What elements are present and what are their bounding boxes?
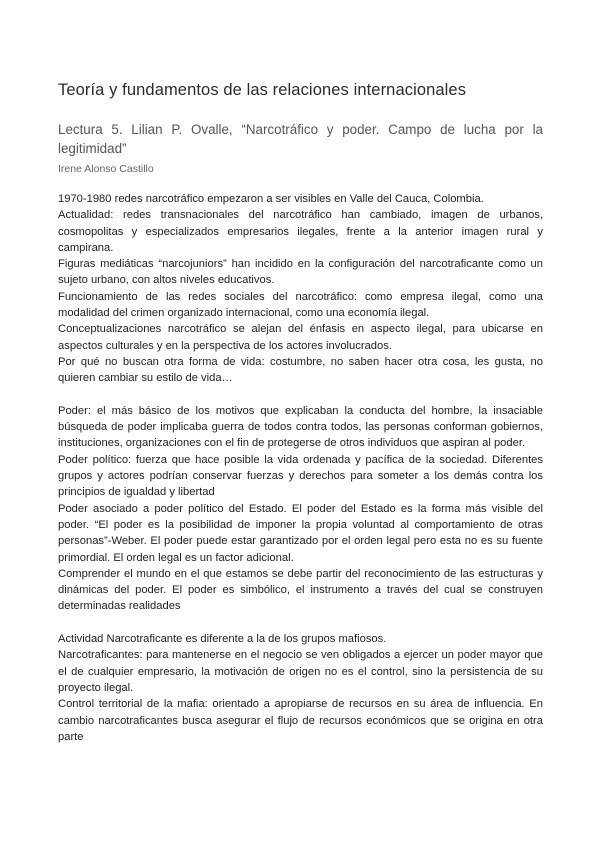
reading-subtitle: Lectura 5. Lilian P. Ovalle, “Narcotráfico y poder. Campo de lucha por la legitimidad” [58, 122, 543, 156]
paragraph: Poder: el más básico de los motivos que explicaban la conducta del hombre, la insaciable búsqueda de poder implicaba guerra de todos contra todos, las personas conforman gobiernos, instituciones, organizaciones con el fin de protegerse de otros individuos que aspiran al poder. [58, 404, 543, 450]
paragraph: Funcionamiento de las redes sociales del narcotráfico: como empresa ilegal, como una modalidad del crimen organizado internacional, como una economía ilegal. [58, 290, 543, 320]
document-body [58, 191, 543, 745]
paragraph: Actividad Narcotraficante es diferente a la de los grupos mafiosos. [58, 633, 387, 646]
paragraph: Conceptualizaciones narcotráfico se alejan del énfasis en aspecto ilegal, para ubicarse en aspectos culturales y en la perspectiva de los actores involucrados. [58, 323, 543, 352]
paragraph: Control territorial de la mafia: orientado a apropiarse de recursos en su área de influencia. En cambio narcotraficantes busca asegurar el flujo de recursos económicos que se origina en otra parte [58, 698, 543, 743]
paragraph: Comprender el mundo en el que estamos se debe partir del reconocimiento de las estructuras y dinámicas del poder. El poder es simbólico, el instrumento a través del cual se construyen determinadas realidades [58, 567, 543, 613]
paragraph: 1970-1980 redes narcotráfico empezaron a ser visibles en Valle del Cauca, Colombia. [58, 193, 484, 205]
paragraph: Narcotraficantes: para mantenerse en el negocio se ven obligados a ejercer un poder mayor que el de cualquier empresario, la motivación de origen no es el control, sino la persistencia de su proyecto ilegal. [58, 649, 543, 694]
author-name: Irene Alonso Castillo [58, 163, 154, 175]
document-title: Teoría y fundamentos de las relaciones internacionales [58, 81, 467, 99]
paragraph: Actualidad: redes transnacionales del narcotráfico han cambiado, imagen de urbanos, cosmopolitas y especializados empresarios ilegales, frente a la anterior imagen rural y campirana. [58, 209, 543, 254]
paragraph: Figuras mediáticas “narcojuniors” han incidido en la configuración del narcotraficante como un sujeto urbano, con altos niveles educativos. [58, 258, 543, 287]
paragraph: Poder político: fuerza que hace posible la vida ordenada y pacífica de la sociedad. Diferentes grupos y actores podrían conservar fuerzas y derechos para someter a los demás contra los principios de igualdad y libertad [58, 453, 543, 499]
paragraph: Por qué no buscan otra forma de vida: costumbre, no saben hacer otra cosa, les gusta, no quieren cambiar su estilo de vida… [58, 355, 543, 385]
section-spacer [58, 615, 543, 631]
paragraph: Poder asociado a poder político del Estado. El poder del Estado es la forma más visible del poder. “El poder es la posibilidad de imponer la propia voluntad al comportamiento de otras personas”-Weber. El poder puede estar garantizado por el orden legal pero esta no es su fuente primordial. El orden legal es un factor adicional. [58, 502, 543, 564]
section-spacer [58, 387, 543, 403]
